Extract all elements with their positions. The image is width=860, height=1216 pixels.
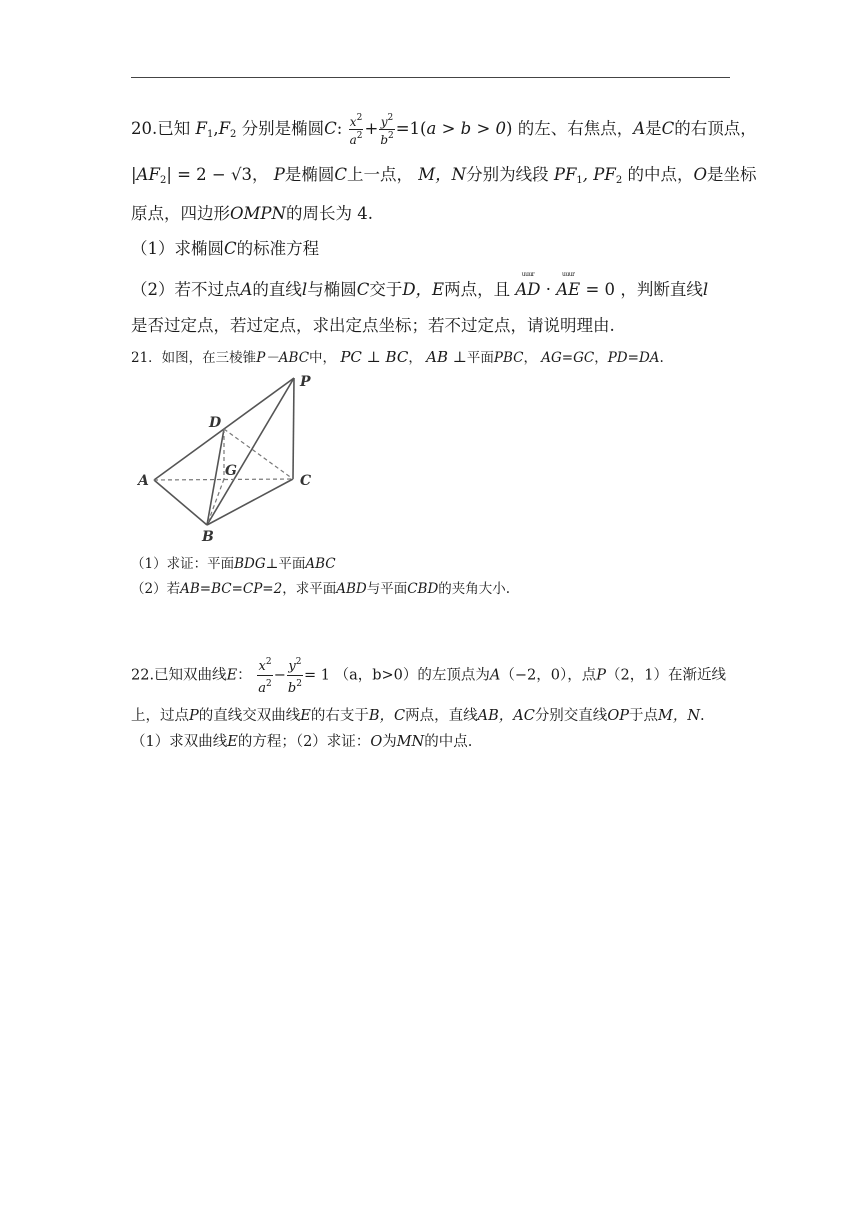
edge-AB (154, 480, 207, 525)
q21-stem: 21．如图，在三棱锥P－ABC中， PC ⊥ BC， AB ⊥平面PBC， AG=GC，PD=DA. (131, 348, 664, 366)
q20-line1: 20.已知 $F_1,F_2$ 分别是椭圆C: $\frac{x^2}{a^2}$ + $\frac{y^2}{b^2}$ =1(a > b > 0) 的左、右焦点，A是C的右顶点， (131, 113, 757, 147)
q22-line2: 上，过点P的直线交双曲线E的右支于B，C两点，直线AB，AC分别交直线OP于点M，N. (131, 708, 705, 724)
vector-AD: uuur AD (515, 271, 541, 299)
q20-part2-line2: 是否过定点，若过定点，求出定点坐标；若不过定点，请说明理由. (131, 316, 615, 335)
fraction-y2-b2-hyperbola: $\frac{y^2}{b^2}$ (287, 654, 303, 697)
edge-PC (293, 378, 294, 479)
label-D: D (209, 415, 222, 431)
label-P: P (300, 374, 311, 390)
q20-line3: 原点，四边形OMPN的周长为 4. (131, 204, 373, 223)
label-B: B (202, 529, 214, 545)
fraction-x2-a2: $\frac{x^2}{a^2}$ (349, 113, 363, 147)
pyramid-figure (130, 366, 330, 545)
q20-line2: $|AF_2| = 2 - √3$， P是椭圆C上一点， M，N分别为线段 $PF_1$, $PF_2$ 的中点，O是坐标 (131, 165, 757, 186)
fraction-y2-b2: $\frac{y^2}{b^2}$ (380, 113, 394, 147)
q20-part2-line1: （2）若不过点A的直线l与椭圆C交于D，E两点，且 uuur AD · uuur AE = 0 ，判断直线l (131, 271, 709, 299)
fraction-x2-a2-hyperbola: $\frac{x^2}{a^2}$ (257, 654, 273, 697)
vector-AE: uuur AE (556, 271, 581, 299)
label-C: C (300, 473, 312, 489)
label-G: G (225, 463, 237, 479)
label-A: A (138, 473, 149, 489)
q21-part2: （2）若AB=BC=CP=2，求平面ABD与平面CBD的夹角大小. (131, 581, 511, 597)
q20-part1: （1）求椭圆C的标准方程 (131, 239, 320, 258)
q22-line1: 22.已知双曲线E： $\frac{x^2}{a^2}$ − $\frac{y^2}{b^2}$ = 1 （a，b>0）的左顶点为A（−2，0），点P（2，1）在渐近线 (131, 654, 726, 697)
q21-part1: （1）求证：平面BDG⊥平面ABC (131, 556, 336, 572)
q22-line3: （1）求双曲线E的方程；（2）求证：O为MN的中点. (131, 734, 473, 750)
header-rule (131, 77, 730, 78)
